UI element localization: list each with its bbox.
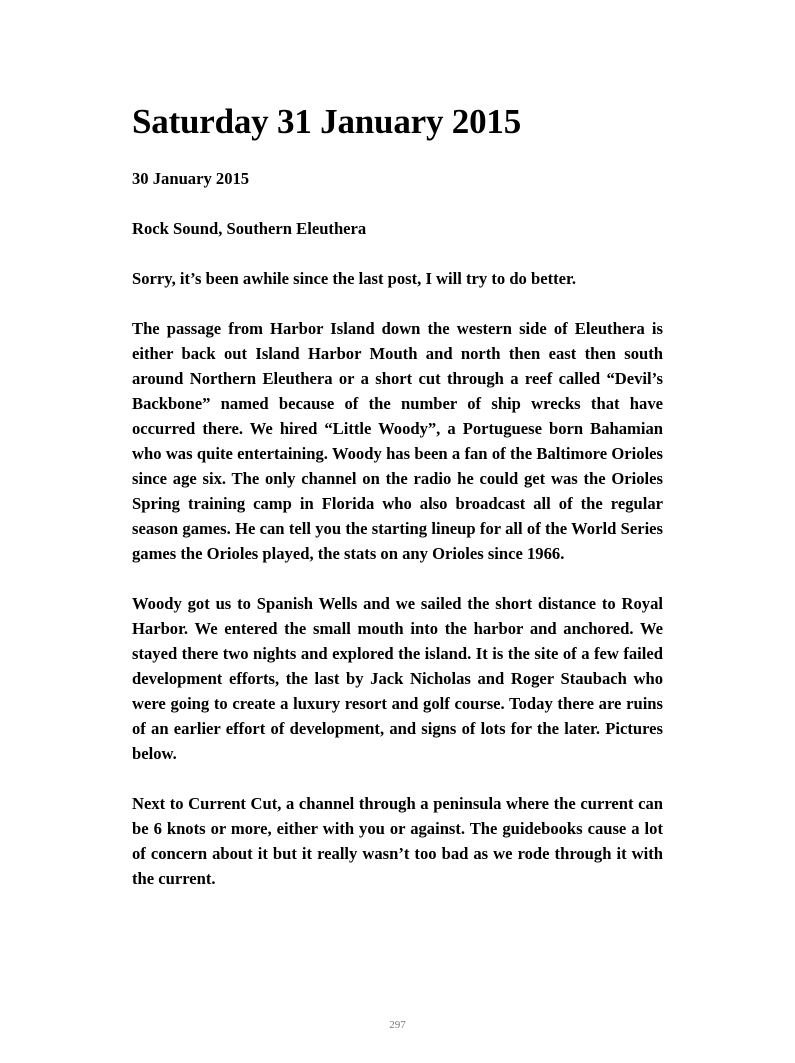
paragraph-passage: The passage from Harbor Island down the western side of Eleuthera is either back out Island Harbor Mouth and north then east then south around Northern Eleuthera or a short cut through a reef called “Devil’s Backbone” named because of the number of ship wrecks that have occurred there. We hired “Little Woody”, a Portuguese born Bahamian who was quite entertaining. Woody has been a fan of the Baltimore Orioles since age six. The only channel on the radio he could get was the Orioles Spring training camp in Florida who also broadcast all of the regular season games. He can tell you the starting lineup for all of the World Series games the Orioles played, the stats on any Orioles since 1966.	[132, 319, 663, 563]
document-page	[132, 100, 663, 916]
paragraph-intro: Sorry, it’s been awhile since the last post, I will try to do better.	[132, 269, 577, 288]
location-line: Rock Sound, Southern Eleuthera	[132, 219, 367, 238]
paragraph-royal-harbor: Woody got us to Spanish Wells and we sailed the short distance to Royal Harbor. We entered the small mouth into the harbor and anchored. We stayed there two nights and explored the island. It is the site of a few failed development efforts, the last by Jack Nicholas and Roger Staubach who were going to create a luxury resort and golf course. Today there are ruins of an earlier effort of development, and signs of lots for the later. Pictures below.	[132, 594, 663, 763]
page-title: Saturday 31 January 2015	[132, 102, 522, 141]
page-number: 297	[389, 1019, 406, 1031]
paragraph-current-cut: Next to Current Cut, a channel through a peninsula where the current can be 6 knots or more, either with you or against. The guidebooks cause a lot of concern about it but it really wasn’t too bad as we rode through it with the current.	[132, 794, 663, 888]
date-line: 30 January 2015	[132, 169, 250, 188]
